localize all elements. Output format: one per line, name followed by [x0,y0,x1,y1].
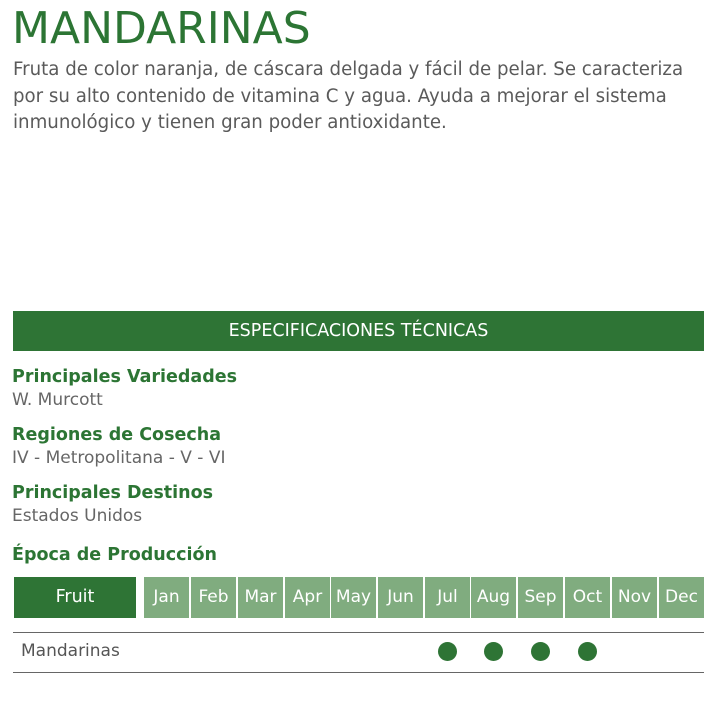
spec-value: IV - Metropolitana - V - VI [12,448,226,468]
row-fruit-name: Mandarinas [21,641,120,661]
month-header-jan: Jan [144,577,189,618]
table-divider-top [13,632,704,633]
spec-destinations [12,482,213,528]
spec-regions [12,424,225,470]
month-header-apr: Apr [285,577,330,618]
month-header-sep: Sep [518,577,563,618]
month-header-may: May [331,577,376,618]
table-divider-bottom [13,672,704,673]
production-season-label: Época de Producción [12,545,217,565]
product-description: Fruta de color naranja, de cáscara delgada y fácil de pelar. Se caracteriza por su alto contenido de vitamina C y agua. Ayuda a mejorar el sistema inmunológico y tienen gran poder antioxidante. [13,59,684,133]
spec-varieties [12,366,237,412]
month-header-jul: Jul [425,577,470,618]
month-header-mar: Mar [238,577,283,618]
spec-section-header: ESPECIFICACIONES TÉCNICAS [13,311,704,351]
page-title: MANDARINAS [12,3,311,54]
month-header-oct: Oct [565,577,610,618]
spec-label: Principales Variedades [12,367,238,387]
spec-value: W. Murcott [12,390,103,410]
season-dot-aug [484,642,503,661]
month-header-nov: Nov [612,577,657,618]
season-dot-jul [438,642,457,661]
spec-label: Principales Destinos [12,483,214,503]
month-header-jun: Jun [378,577,423,618]
month-header-aug: Aug [471,577,516,618]
spec-value: Estados Unidos [12,506,143,526]
season-dot-oct [578,642,597,661]
fruit-column-header: Fruit [14,577,136,618]
spec-label: Regiones de Cosecha [12,425,222,445]
season-dot-sep [531,642,550,661]
month-header-feb: Feb [191,577,236,618]
month-header-dec: Dec [659,577,704,618]
